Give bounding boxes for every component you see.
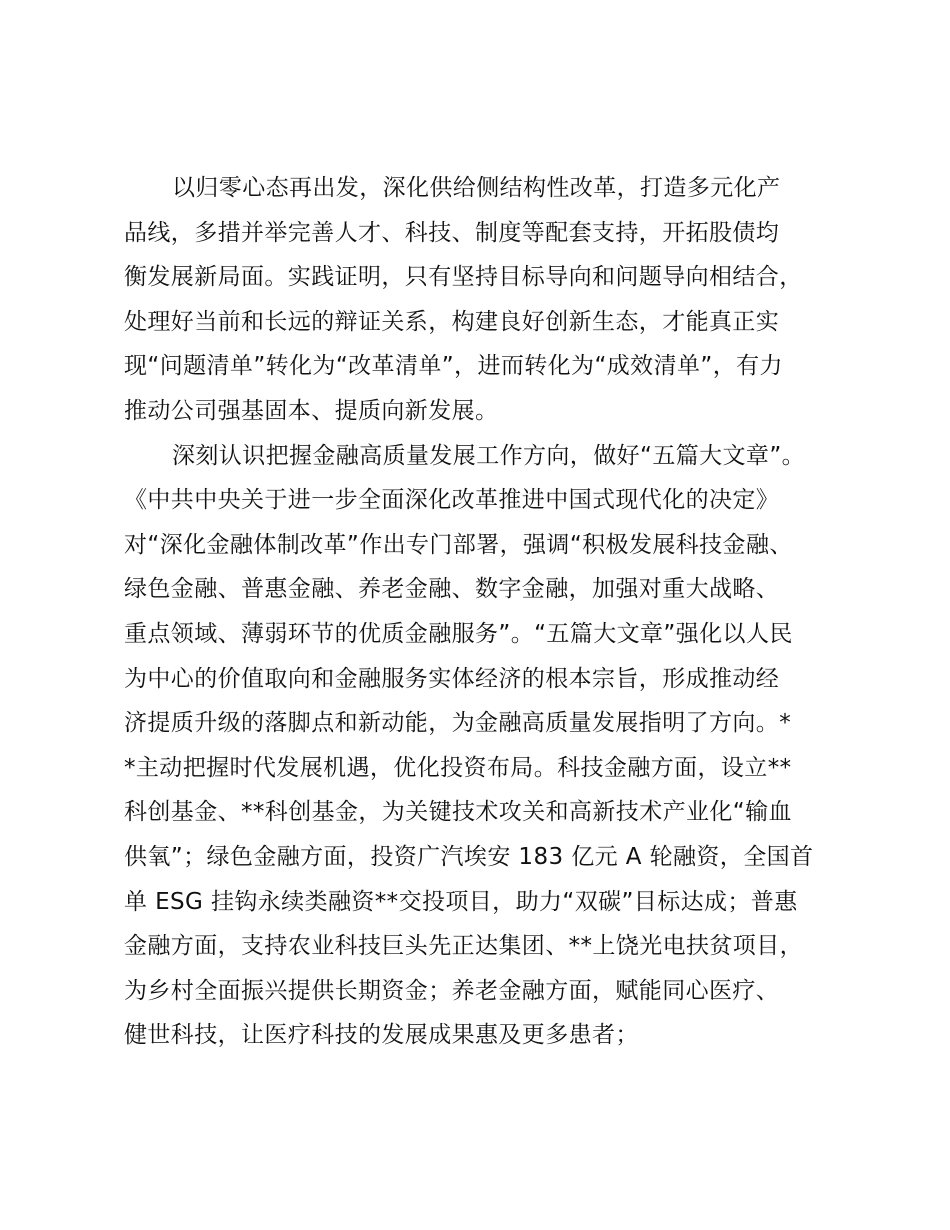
document-body (124, 166, 860, 1058)
text-line: 科创基金、**科创基金，为关键技术攻关和高新技术产业化“输血 (124, 799, 792, 826)
text-line: 深刻认识把握金融高质量发展工作方向，做好“五篇大文章”。 (172, 442, 806, 469)
text-line: 以归零心态再出发，深化供给侧结构性改革，打造多元化产 (172, 175, 781, 201)
text-line: 推动公司强基固本、提质向新发展。 (124, 397, 499, 424)
paragraph-1 (124, 166, 860, 434)
text-line: 《中共中央关于进一步全面深化改革推进中国式现代化的决定》 (124, 487, 780, 514)
text-line: 供氧”；绿色金融方面，投资广汽埃安 183 亿元 A 轮融资，全国首 (124, 843, 814, 870)
text-line: 对“深化金融体制改革”作出专门部署，强调“积极发展科技金融、 (124, 531, 793, 558)
text-line: 济提质升级的落脚点和新动能，为金融高质量发展指明了方向。* (124, 710, 792, 737)
text-line: 处理好当前和长远的辩证关系，构建良好创新生态，才能真正实 (124, 308, 780, 335)
text-line: 单 ESG 挂钩永续类融资**交投项目，助力“双碳”目标达成；普惠 (124, 888, 798, 915)
text-line: *主动把握时代发展机遇，优化投资布局。科技金融方面，设立** (124, 754, 792, 781)
paragraph-2 (124, 434, 860, 1058)
text-line: 为乡村全面振兴提供长期资金；养老金融方面，赋能同心医疗、 (124, 977, 780, 1004)
text-line: 金融方面，支持农业科技巨头先正达集团、**上饶光电扶贫项目， (124, 933, 803, 960)
text-line: 重点领域、薄弱环节的优质金融服务”。“五篇大文章”强化以人民 (124, 620, 793, 647)
text-line: 衡发展新局面。实践证明，只有坚持目标导向和问题导向相结合， (124, 264, 803, 291)
text-line: 现“问题清单”转化为“改革清单”，进而转化为“成效清单”，有力 (124, 353, 783, 380)
text-line: 品线，多措并举完善人才、科技、制度等配套支持，开拓股债均 (124, 219, 780, 246)
text-line: 绿色金融、普惠金融、养老金融、数字金融，加强对重大战略、 (124, 576, 780, 603)
text-line: 健世科技，让医疗科技的发展成果惠及更多患者； (124, 1022, 639, 1049)
text-line: 为中心的价值取向和金融服务实体经济的根本宗旨，形成推动经 (124, 665, 780, 692)
